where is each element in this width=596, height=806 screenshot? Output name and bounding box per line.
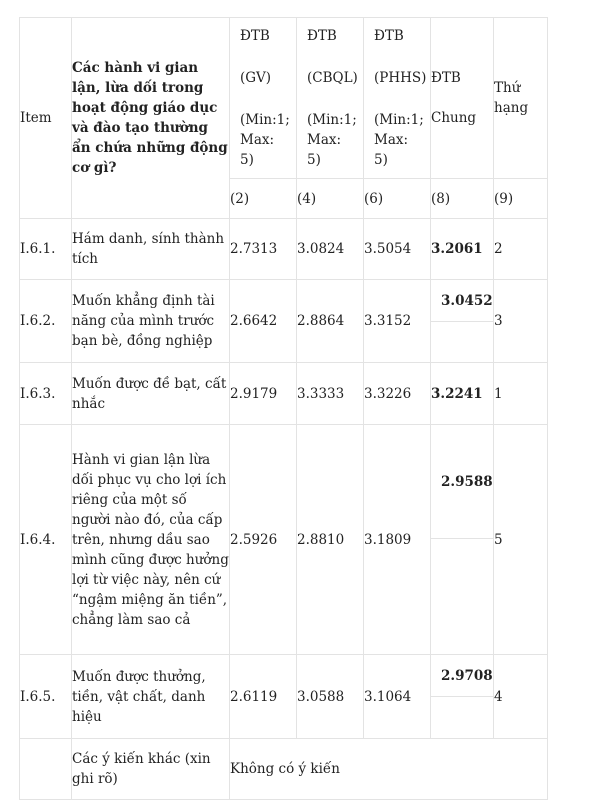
row-rank: 5 [494, 425, 548, 655]
header-phhs-l3: (Min:1; Max: 5) [374, 112, 424, 168]
row-cbql: 3.3333 [297, 363, 364, 425]
header-rank: Thứ hạng [494, 18, 548, 179]
header-phhs-l2: (PHHS) [374, 70, 427, 86]
col-num-9: (9) [494, 179, 548, 219]
header-cbql [297, 18, 364, 179]
survey-table [19, 17, 548, 800]
row-text: Hám danh, sính thành tích [72, 219, 230, 280]
col-num-8: (8) [431, 179, 494, 219]
row-item: I.6.4. [20, 425, 72, 655]
header-cbql-l2: (CBQL) [307, 70, 358, 86]
row-gv: 2.6119 [230, 655, 297, 739]
row-rank: 4 [494, 655, 548, 739]
row-phhs: 3.5054 [364, 219, 431, 280]
row-phhs: 3.3152 [364, 280, 431, 363]
row-text: Muốn khẳng định tài năng của mình trước bạn bè, đồng nghiệp [72, 280, 230, 363]
header-chung [431, 18, 494, 179]
header-gv-l2: (GV) [240, 70, 272, 86]
row-rank: 2 [494, 219, 548, 280]
header-gv [230, 18, 297, 179]
table-row [20, 655, 548, 739]
row-item: I.6.1. [20, 219, 72, 280]
table-row [20, 280, 548, 363]
row-gv: 2.9179 [230, 363, 297, 425]
table-row [20, 363, 548, 425]
row-gv: 2.6642 [230, 280, 297, 363]
row-item: I.6.2. [20, 280, 72, 363]
row-gv: 2.5926 [230, 425, 297, 655]
header-question: Các hành vi gian lận, lừa dối trong hoạt động giáo dục và đào tạo thường ẩn chứa những động cơ gì? [72, 18, 230, 219]
other-item-empty [20, 739, 72, 800]
header-phhs-l1: ĐTB [374, 28, 404, 44]
header-gv-l1: ĐTB [240, 28, 270, 44]
row-item: I.6.3. [20, 363, 72, 425]
row-text: Muốn được đề bạt, cất nhắc [72, 363, 230, 425]
row-chung-cell [431, 655, 494, 739]
row-phhs: 3.1064 [364, 655, 431, 739]
table-row [20, 425, 548, 655]
header-chung-l2: Chung [431, 110, 477, 126]
row-chung: 2.9708 [431, 655, 493, 697]
row-rank: 3 [494, 280, 548, 363]
row-chung: 3.0452 [431, 280, 493, 322]
header-chung-l1: ĐTB [431, 70, 461, 86]
row-item: I.6.5. [20, 655, 72, 739]
row-rank: 1 [494, 363, 548, 425]
header-item: Item [20, 18, 72, 219]
row-cbql: 2.8864 [297, 280, 364, 363]
row-cbql: 3.0824 [297, 219, 364, 280]
row-cbql: 3.0588 [297, 655, 364, 739]
header-phhs [364, 18, 431, 179]
row-gv: 2.7313 [230, 219, 297, 280]
table-row-other [20, 739, 548, 800]
row-chung: 3.2061 [431, 219, 494, 280]
row-chung-cell [431, 425, 494, 655]
row-phhs: 3.3226 [364, 363, 431, 425]
row-text: Muốn được thưởng, tiền, vật chất, danh hiệu [72, 655, 230, 739]
row-chung: 2.9588 [431, 425, 493, 539]
other-value: Không có ý kiến [230, 739, 548, 800]
row-cbql: 2.8810 [297, 425, 364, 655]
header-cbql-l1: ĐTB [307, 28, 337, 44]
row-phhs: 3.1809 [364, 425, 431, 655]
col-num-6: (6) [364, 179, 431, 219]
other-label: Các ý kiến khác (xin ghi rõ) [72, 739, 230, 800]
header-cbql-l3: (Min:1; Max: 5) [307, 112, 357, 168]
row-chung-cell [431, 280, 494, 363]
table-row [20, 219, 548, 280]
header-gv-l3: (Min:1; Max: 5) [240, 112, 290, 168]
row-text: Hành vi gian lận lừa dối phục vụ cho lợi ích riêng của một số người nào đó, của cấp trên, nhưng dầu sao mình cũng được hưởng lợi từ việc này, nên cứ “ngậm miệng ăn tiền”, chẳng làm sao cả [72, 425, 230, 655]
row-chung: 3.2241 [431, 363, 494, 425]
col-num-4: (4) [297, 179, 364, 219]
col-num-2: (2) [230, 179, 297, 219]
